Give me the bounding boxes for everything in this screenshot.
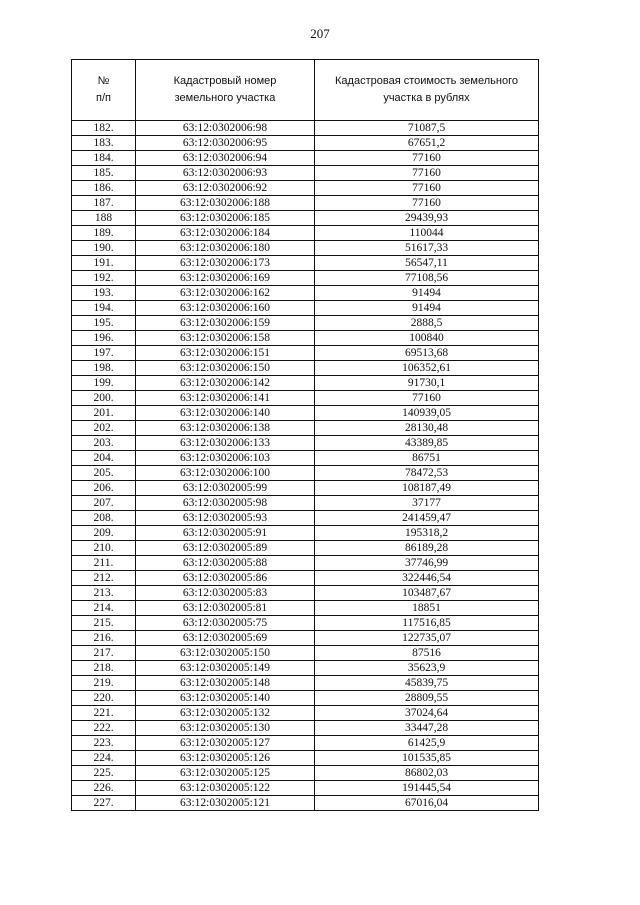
cadastral-value-cell: 77160 bbox=[315, 151, 539, 166]
row-number-cell: 207. bbox=[72, 496, 136, 511]
table-row bbox=[72, 376, 539, 391]
cadastral-number-cell: 63:12:0302005:121 bbox=[136, 796, 315, 811]
table-row bbox=[72, 556, 539, 571]
cadastral-number-cell: 63:12:0302005:122 bbox=[136, 781, 315, 796]
cadastral-value-cell: 91494 bbox=[315, 301, 539, 316]
cadastral-value-cell: 91730,1 bbox=[315, 376, 539, 391]
cadastral-value-cell: 108187,49 bbox=[315, 481, 539, 496]
table-row bbox=[72, 721, 539, 736]
header-number-line1: № bbox=[97, 75, 110, 87]
row-number-cell: 221. bbox=[72, 706, 136, 721]
row-number-cell: 226. bbox=[72, 781, 136, 796]
row-number-cell: 208. bbox=[72, 511, 136, 526]
cadastral-number-cell: 63:12:0302005:98 bbox=[136, 496, 315, 511]
row-number-cell: 222. bbox=[72, 721, 136, 736]
row-number-cell: 188 bbox=[72, 211, 136, 226]
row-number-cell: 215. bbox=[72, 616, 136, 631]
cadastral-value-cell: 110044 bbox=[315, 226, 539, 241]
row-number-cell: 217. bbox=[72, 646, 136, 661]
cadastral-value-cell: 67016,04 bbox=[315, 796, 539, 811]
cadastral-value-cell: 106352,61 bbox=[315, 361, 539, 376]
row-number-cell: 184. bbox=[72, 151, 136, 166]
row-number-cell: 224. bbox=[72, 751, 136, 766]
cadastral-number-cell: 63:12:0302006:92 bbox=[136, 181, 315, 196]
table-row bbox=[72, 406, 539, 421]
cadastral-value-cell: 77160 bbox=[315, 181, 539, 196]
cadastral-value-cell: 101535,85 bbox=[315, 751, 539, 766]
header-cadastral-line2: земельного участка bbox=[174, 92, 276, 104]
row-number-cell: 211. bbox=[72, 556, 136, 571]
row-number-cell: 192. bbox=[72, 271, 136, 286]
cadastral-number-cell: 63:12:0302005:127 bbox=[136, 736, 315, 751]
cadastral-number-cell: 63:12:0302006:98 bbox=[136, 121, 315, 136]
header-number bbox=[72, 60, 136, 121]
table-row bbox=[72, 676, 539, 691]
row-number-cell: 190. bbox=[72, 241, 136, 256]
table-row bbox=[72, 736, 539, 751]
cadastral-value-cell: 91494 bbox=[315, 286, 539, 301]
cadastral-number-cell: 63:12:0302005:86 bbox=[136, 571, 315, 586]
table-row bbox=[72, 631, 539, 646]
cadastral-number-cell: 63:12:0302005:99 bbox=[136, 481, 315, 496]
cadastral-number-cell: 63:12:0302005:89 bbox=[136, 541, 315, 556]
table-row bbox=[72, 211, 539, 226]
cadastral-number-cell: 63:12:0302005:140 bbox=[136, 691, 315, 706]
cadastral-number-cell: 63:12:0302005:130 bbox=[136, 721, 315, 736]
cadastral-number-cell: 63:12:0302005:75 bbox=[136, 616, 315, 631]
row-number-cell: 223. bbox=[72, 736, 136, 751]
cadastral-value-cell: 86751 bbox=[315, 451, 539, 466]
cadastral-number-cell: 63:12:0302005:93 bbox=[136, 511, 315, 526]
table-row bbox=[72, 151, 539, 166]
table-row bbox=[72, 691, 539, 706]
cadastral-value-cell: 61425,9 bbox=[315, 736, 539, 751]
cadastral-number-cell: 63:12:0302006:94 bbox=[136, 151, 315, 166]
cadastral-value-cell: 322446,54 bbox=[315, 571, 539, 586]
cadastral-value-cell: 77160 bbox=[315, 391, 539, 406]
table-row bbox=[72, 271, 539, 286]
cadastral-number-cell: 63:12:0302006:184 bbox=[136, 226, 315, 241]
row-number-cell: 191. bbox=[72, 256, 136, 271]
cadastral-value-cell: 100840 bbox=[315, 331, 539, 346]
row-number-cell: 198. bbox=[72, 361, 136, 376]
row-number-cell: 199. bbox=[72, 376, 136, 391]
cadastral-value-cell: 195318,2 bbox=[315, 526, 539, 541]
table-row bbox=[72, 661, 539, 676]
cadastral-value-cell: 67651,2 bbox=[315, 136, 539, 151]
cadastral-number-cell: 63:12:0302006:100 bbox=[136, 466, 315, 481]
cadastral-value-cell: 78472,53 bbox=[315, 466, 539, 481]
table-row bbox=[72, 451, 539, 466]
cadastral-value-cell: 28809,55 bbox=[315, 691, 539, 706]
cadastral-number-cell: 63:12:0302006:169 bbox=[136, 271, 315, 286]
table-row bbox=[72, 646, 539, 661]
cadastral-number-cell: 63:12:0302005:83 bbox=[136, 586, 315, 601]
row-number-cell: 205. bbox=[72, 466, 136, 481]
cadastral-value-cell: 29439,93 bbox=[315, 211, 539, 226]
table-row bbox=[72, 121, 539, 136]
row-number-cell: 202. bbox=[72, 421, 136, 436]
cadastral-number-cell: 63:12:0302005:149 bbox=[136, 661, 315, 676]
cadastral-number-cell: 63:12:0302006:150 bbox=[136, 361, 315, 376]
header-cadastral-number bbox=[136, 60, 315, 121]
table-row bbox=[72, 541, 539, 556]
cadastral-number-cell: 63:12:0302006:173 bbox=[136, 256, 315, 271]
cadastral-number-cell: 63:12:0302005:132 bbox=[136, 706, 315, 721]
row-number-cell: 201. bbox=[72, 406, 136, 421]
row-number-cell: 216. bbox=[72, 631, 136, 646]
table-row bbox=[72, 226, 539, 241]
cadastral-number-cell: 63:12:0302006:140 bbox=[136, 406, 315, 421]
row-number-cell: 182. bbox=[72, 121, 136, 136]
row-number-cell: 193. bbox=[72, 286, 136, 301]
cadastral-number-cell: 63:12:0302006:151 bbox=[136, 346, 315, 361]
cadastral-number-cell: 63:12:0302006:158 bbox=[136, 331, 315, 346]
row-number-cell: 194. bbox=[72, 301, 136, 316]
table-row bbox=[72, 331, 539, 346]
cadastral-value-cell: 51617,33 bbox=[315, 241, 539, 256]
cadastral-number-cell: 63:12:0302005:148 bbox=[136, 676, 315, 691]
row-number-cell: 214. bbox=[72, 601, 136, 616]
cadastral-number-cell: 63:12:0302006:188 bbox=[136, 196, 315, 211]
cadastral-number-cell: 63:12:0302006:141 bbox=[136, 391, 315, 406]
table-row bbox=[72, 796, 539, 811]
header-cadastral-line1: Кадастровый номер bbox=[173, 75, 277, 87]
row-number-cell: 203. bbox=[72, 436, 136, 451]
cadastral-value-cell: 33447,28 bbox=[315, 721, 539, 736]
row-number-cell: 227. bbox=[72, 796, 136, 811]
cadastral-value-cell: 122735,07 bbox=[315, 631, 539, 646]
cadastral-value-cell: 37746,99 bbox=[315, 556, 539, 571]
cadastral-number-cell: 63:12:0302006:93 bbox=[136, 166, 315, 181]
row-number-cell: 220. bbox=[72, 691, 136, 706]
row-number-cell: 206. bbox=[72, 481, 136, 496]
cadastral-number-cell: 63:12:0302006:95 bbox=[136, 136, 315, 151]
cadastral-value-cell: 87516 bbox=[315, 646, 539, 661]
table-row bbox=[72, 241, 539, 256]
cadastral-number-cell: 63:12:0302006:138 bbox=[136, 421, 315, 436]
cadastral-value-cell: 69513,68 bbox=[315, 346, 539, 361]
table-row bbox=[72, 616, 539, 631]
row-number-cell: 185. bbox=[72, 166, 136, 181]
cadastral-value-cell: 28130,48 bbox=[315, 421, 539, 436]
cadastral-value-cell: 43389,85 bbox=[315, 436, 539, 451]
row-number-cell: 225. bbox=[72, 766, 136, 781]
table-row bbox=[72, 751, 539, 766]
row-number-cell: 212. bbox=[72, 571, 136, 586]
row-number-cell: 196. bbox=[72, 331, 136, 346]
row-number-cell: 189. bbox=[72, 226, 136, 241]
cadastral-number-cell: 63:12:0302005:88 bbox=[136, 556, 315, 571]
cadastral-value-cell: 77160 bbox=[315, 166, 539, 181]
table-row bbox=[72, 766, 539, 781]
header-row bbox=[72, 60, 539, 121]
table-row bbox=[72, 496, 539, 511]
row-number-cell: 210. bbox=[72, 541, 136, 556]
table-body bbox=[72, 121, 539, 811]
cadastral-value-cell: 77160 bbox=[315, 196, 539, 211]
table-row bbox=[72, 346, 539, 361]
cadastral-number-cell: 63:12:0302005:125 bbox=[136, 766, 315, 781]
table-row bbox=[72, 586, 539, 601]
table-row bbox=[72, 601, 539, 616]
cadastral-value-cell: 37024,64 bbox=[315, 706, 539, 721]
cadastral-value-cell: 37177 bbox=[315, 496, 539, 511]
cadastral-number-cell: 63:12:0302006:160 bbox=[136, 301, 315, 316]
cadastral-value-table bbox=[71, 59, 539, 811]
row-number-cell: 195. bbox=[72, 316, 136, 331]
table-row bbox=[72, 286, 539, 301]
cadastral-number-cell: 63:12:0302006:133 bbox=[136, 436, 315, 451]
page-number: 207 bbox=[310, 26, 330, 41]
cadastral-value-cell: 77108,56 bbox=[315, 271, 539, 286]
cadastral-number-cell: 63:12:0302006:180 bbox=[136, 241, 315, 256]
row-number-cell: 200. bbox=[72, 391, 136, 406]
table-row bbox=[72, 421, 539, 436]
cadastral-number-cell: 63:12:0302005:91 bbox=[136, 526, 315, 541]
header-value-line2: участка в рублях bbox=[383, 92, 470, 104]
cadastral-number-cell: 63:12:0302006:185 bbox=[136, 211, 315, 226]
table-row bbox=[72, 301, 539, 316]
cadastral-value-cell: 71087,5 bbox=[315, 121, 539, 136]
cadastral-number-cell: 63:12:0302005:126 bbox=[136, 751, 315, 766]
table-row bbox=[72, 181, 539, 196]
table-row bbox=[72, 361, 539, 376]
row-number-cell: 197. bbox=[72, 346, 136, 361]
cadastral-value-cell: 35623,9 bbox=[315, 661, 539, 676]
cadastral-value-cell: 241459,47 bbox=[315, 511, 539, 526]
cadastral-number-cell: 63:12:0302005:81 bbox=[136, 601, 315, 616]
header-value-line1: Кадастровая стоимость земельного bbox=[335, 75, 518, 87]
table-row bbox=[72, 391, 539, 406]
table-row bbox=[72, 436, 539, 451]
cadastral-value-cell: 45839,75 bbox=[315, 676, 539, 691]
cadastral-number-cell: 63:12:0302006:103 bbox=[136, 451, 315, 466]
header-cadastral-value bbox=[315, 60, 539, 121]
table-row bbox=[72, 511, 539, 526]
table-row bbox=[72, 781, 539, 796]
cadastral-number-cell: 63:12:0302006:142 bbox=[136, 376, 315, 391]
row-number-cell: 187. bbox=[72, 196, 136, 211]
cadastral-value-cell: 140939,05 bbox=[315, 406, 539, 421]
table-row bbox=[72, 136, 539, 151]
table-row bbox=[72, 316, 539, 331]
cadastral-number-cell: 63:12:0302006:162 bbox=[136, 286, 315, 301]
cadastral-number-cell: 63:12:0302005:69 bbox=[136, 631, 315, 646]
row-number-cell: 204. bbox=[72, 451, 136, 466]
table-row bbox=[72, 166, 539, 181]
cadastral-value-cell: 56547,11 bbox=[315, 256, 539, 271]
cadastral-value-cell: 117516,85 bbox=[315, 616, 539, 631]
table-header bbox=[72, 60, 539, 121]
cadastral-number-cell: 63:12:0302006:159 bbox=[136, 316, 315, 331]
cadastral-value-cell: 191445,54 bbox=[315, 781, 539, 796]
row-number-cell: 183. bbox=[72, 136, 136, 151]
table-row bbox=[72, 256, 539, 271]
header-number-line2: п/п bbox=[96, 92, 111, 104]
table-row bbox=[72, 196, 539, 211]
cadastral-value-cell: 18851 bbox=[315, 601, 539, 616]
row-number-cell: 219. bbox=[72, 676, 136, 691]
cadastral-value-cell: 2888,5 bbox=[315, 316, 539, 331]
table-row bbox=[72, 526, 539, 541]
cadastral-value-cell: 103487,67 bbox=[315, 586, 539, 601]
cadastral-value-cell: 86802,03 bbox=[315, 766, 539, 781]
table-row bbox=[72, 466, 539, 481]
table-row bbox=[72, 706, 539, 721]
table-row bbox=[72, 481, 539, 496]
row-number-cell: 218. bbox=[72, 661, 136, 676]
cadastral-number-cell: 63:12:0302005:150 bbox=[136, 646, 315, 661]
cadastral-value-cell: 86189,28 bbox=[315, 541, 539, 556]
table-row bbox=[72, 571, 539, 586]
row-number-cell: 213. bbox=[72, 586, 136, 601]
row-number-cell: 186. bbox=[72, 181, 136, 196]
row-number-cell: 209. bbox=[72, 526, 136, 541]
